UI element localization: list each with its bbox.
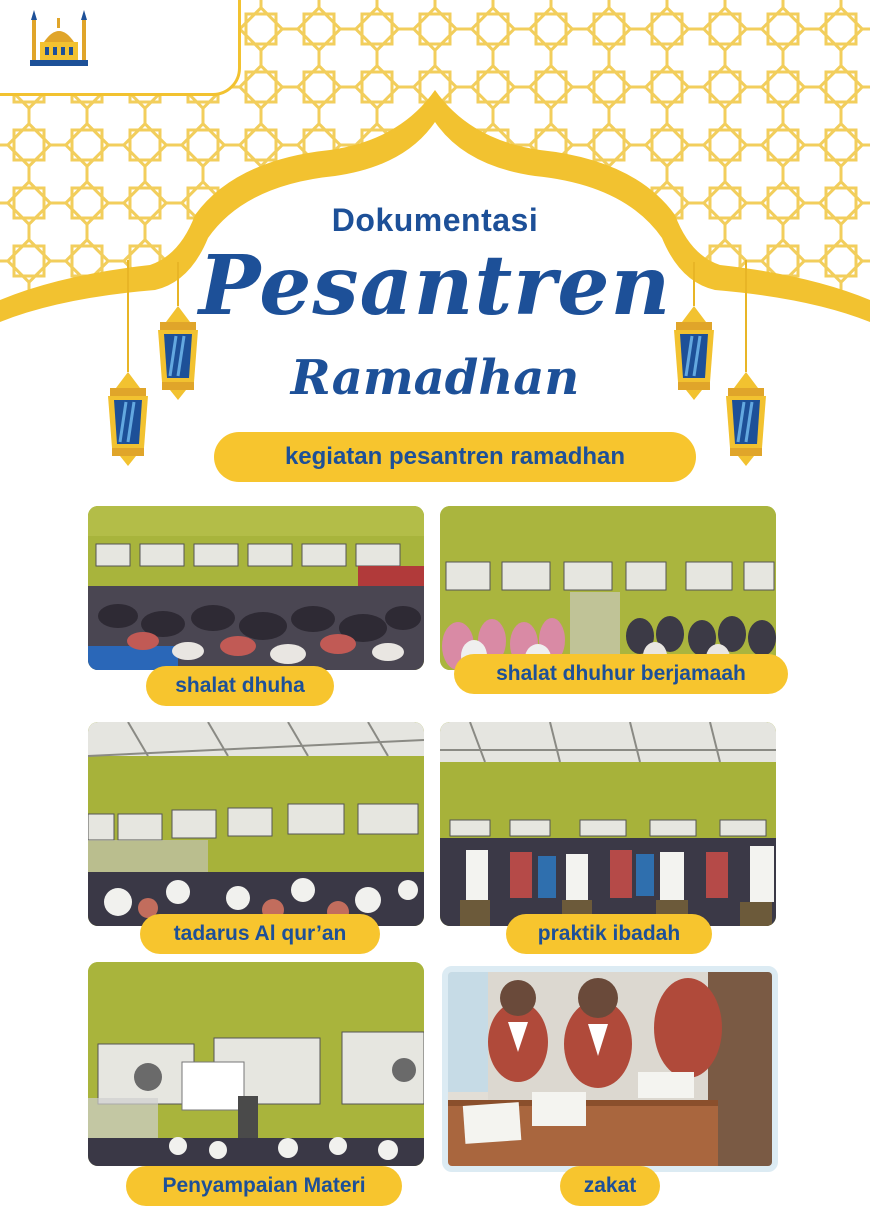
- photo-zakat: [442, 966, 778, 1172]
- caption-text: zakat: [583, 1174, 637, 1197]
- caption-text: shalat dhuha: [175, 674, 305, 697]
- caption-text: Penyampaian Materi: [162, 1174, 366, 1197]
- caption-text: tadarus Al qur’an: [173, 922, 347, 945]
- subtitle-text: kegiatan pesantren ramadhan: [284, 443, 626, 470]
- photo-penyampaian-materi: [88, 962, 424, 1166]
- caption-pill: [454, 654, 788, 694]
- photo-shalat-dhuha: [88, 506, 424, 670]
- caption-text: shalat dhuhur berjamaah: [496, 662, 746, 685]
- caption-pill: [126, 1166, 402, 1206]
- photo-shalat-dhuhur: [440, 506, 776, 670]
- caption-text: praktik ibadah: [537, 922, 681, 945]
- caption-pill: [506, 914, 712, 954]
- photo-praktik-ibadah: [440, 722, 776, 926]
- caption-pill: [140, 914, 380, 954]
- caption-pill: [146, 666, 334, 706]
- mosque-logo-icon: [26, 6, 92, 70]
- photo-tadarus: [88, 722, 424, 926]
- subtitle-banner: [214, 432, 696, 482]
- title-ramadhan: Ramadhan: [290, 350, 580, 406]
- title-pesantren: Pesantren: [198, 238, 672, 334]
- title-dokumentasi: Dokumentasi: [331, 202, 539, 238]
- caption-pill: [560, 1166, 660, 1206]
